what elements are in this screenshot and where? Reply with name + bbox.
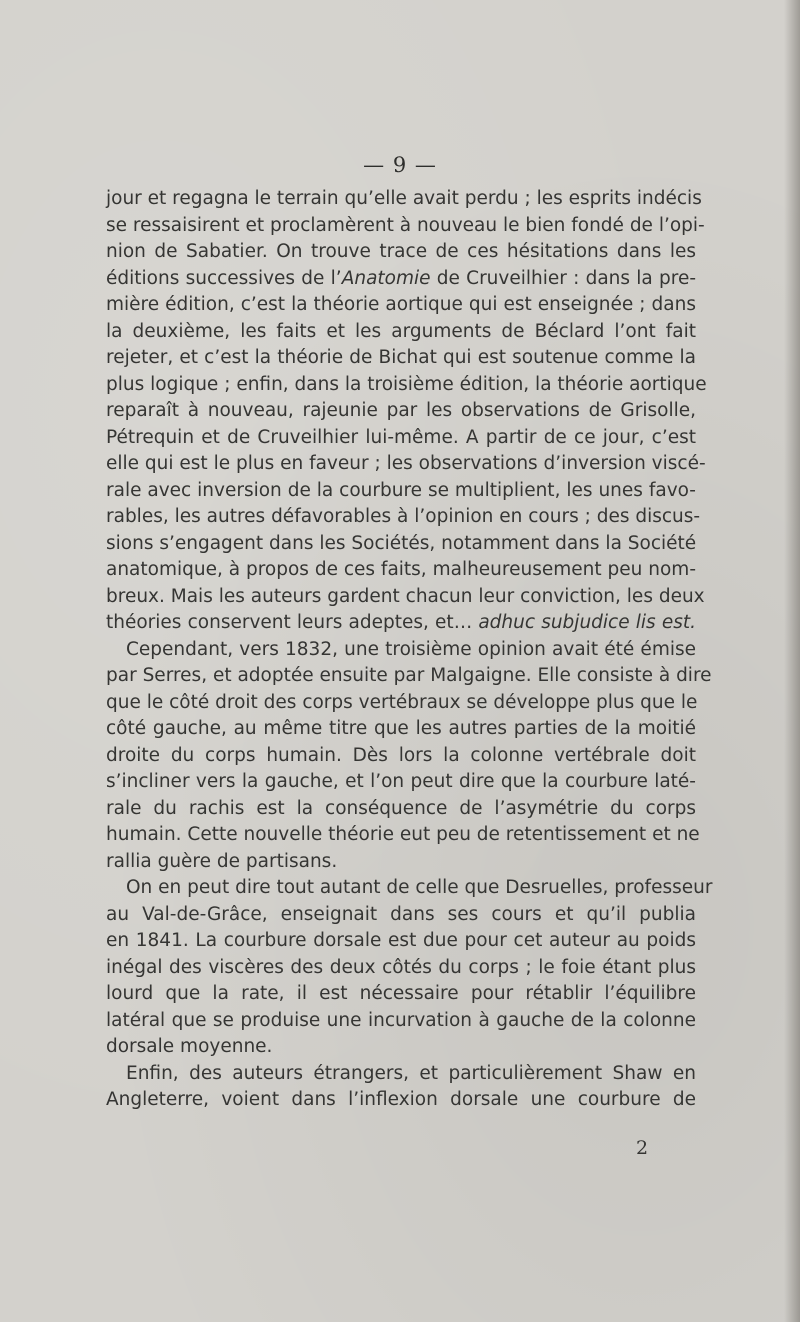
text-line: Pétrequin et de Cruveilhier lui-même. A partir de ce jour, c’est: [106, 426, 696, 448]
text-line: breux. Mais les auteurs gardent chacun leur conviction, les deux: [106, 585, 705, 607]
text-line: s’incliner vers la gauche, et l’on peut dire que la courbure laté-: [106, 771, 696, 792]
text-line: jour et regagna le terrain qu’elle avait perdu ; les esprits indécis: [106, 188, 702, 209]
page-edge-shadow: [784, 0, 800, 1322]
text-line: Cependant, vers 1832, une troisième opinion avait été émise: [126, 638, 696, 660]
signature-mark: 2: [636, 1137, 649, 1159]
text-line: que le côté droit des corps vertébraux se développe plus que le: [106, 691, 698, 713]
text-line: rale du rachis est la conséquence de l’asymétrie du corps: [106, 797, 696, 819]
text-line: au Val-de-Grâce, enseignait dans ses cours et qu’il publia: [106, 903, 696, 925]
text-line: rables, les autres défavorables à l’opinion en cours ; des discus-: [106, 506, 701, 527]
body-text: [106, 186, 713, 1114]
text-line: droite du corps humain. Dès lors la colonne vertébrale doit: [106, 744, 696, 766]
text-line: sions s’engagent dans les Sociétés, notamment dans la Société: [106, 532, 697, 554]
text-line: humain. Cette nouvelle théorie eut peu de retentissement et ne: [106, 824, 700, 845]
text-line: reparaît à nouveau, rajeunie par les observations de Grisolle,: [106, 400, 696, 421]
text-line: dorsale moyenne.: [106, 1036, 273, 1057]
text-line: elle qui est le plus en faveur ; les observations d’inversion viscé-: [106, 453, 706, 474]
text-line: par Serres, et adoptée ensuite par Malgaigne. Elle consiste à dire: [106, 665, 712, 686]
text-line: plus logique ; enfin, dans la troisième édition, la théorie aortique: [106, 373, 707, 395]
text-line: Enfin, des auteurs étrangers, et particulièrement Shaw en: [126, 1062, 696, 1084]
text-line: On en peut dire tout autant de celle que Desruelles, professeur: [126, 877, 713, 898]
text-line: nion de Sabatier. On trouve trace de ces hésitations dans les: [106, 241, 696, 262]
page-number: — 9 —: [363, 153, 437, 177]
text-line: lourd que la rate, il est nécessaire pour rétablir l’équilibre: [106, 983, 696, 1004]
text-fragment: théories conservent leurs adeptes, et…: [106, 612, 479, 633]
text-line: inégal des viscères des deux côtés du corps ; le foie étant plus: [106, 956, 696, 978]
latin-phrase: adhuc subjudice lis est.: [478, 612, 696, 633]
text-line: en 1841. La courbure dorsale est due pour cet auteur au poids: [106, 930, 696, 951]
text-line: latéral que se produise une incurvation à gauche de la colonne: [106, 1009, 696, 1031]
text-line: rejeter, et c’est la théorie de Bichat qui est soutenue comme la: [106, 347, 696, 368]
text-line: [106, 266, 696, 293]
text-line: anatomique, à propos de ces faits, malheureusement peu nom-: [106, 559, 696, 580]
text-line: Angleterre, voient dans l’inflexion dorsale une courbure de: [106, 1089, 696, 1110]
text-fragment: de Cruveilhier : dans la pre-: [430, 267, 696, 289]
text-line: se ressaisirent et proclamèrent à nouveau le bien fondé de l’opi-: [106, 214, 705, 236]
text-line: la deuxième, les faits et les arguments de Béclard l’ont fait: [106, 320, 696, 342]
text-line: côté gauche, au même titre que les autres parties de la moitié: [106, 718, 696, 739]
text-fragment: éditions successives de l’: [106, 267, 342, 289]
book-title: Anatomie: [341, 267, 431, 289]
text-line: rale avec inversion de la courbure se multiplient, les unes favo-: [106, 479, 696, 501]
text-line: rallia guère de partisans.: [106, 850, 338, 872]
text-line: [106, 610, 696, 637]
text-line: mière édition, c’est la théorie aortique qui est enseignée ; dans: [106, 294, 696, 315]
